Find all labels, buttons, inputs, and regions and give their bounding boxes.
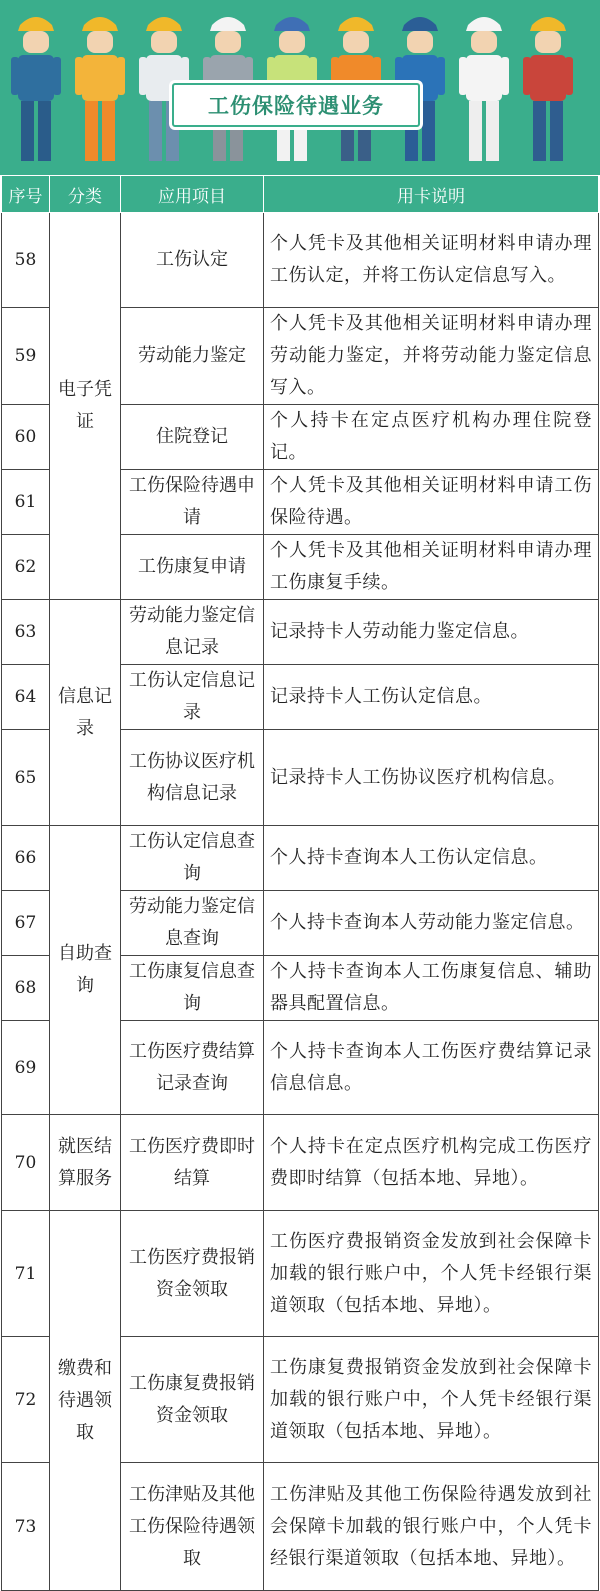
banner-title: 工伤保险待遇业务 (208, 94, 384, 118)
table-row (2, 1115, 599, 1211)
card-usage-description: 个人凭卡及其他相关证明材料申请办理工伤认定，并将工伤认定信息写入。 (264, 213, 599, 308)
application-item: 劳动能力鉴定信息查询 (121, 891, 264, 956)
application-item: 工伤保险待遇申请 (121, 470, 264, 535)
application-item: 工伤协议医疗机构信息记录 (121, 730, 264, 826)
row-number: 58 (2, 213, 50, 308)
row-number: 62 (2, 535, 50, 600)
table-row (2, 1211, 599, 1337)
row-number: 59 (2, 308, 50, 405)
card-usage-description: 个人持卡查询本人劳动能力鉴定信息。 (264, 891, 599, 956)
table-row (2, 826, 599, 891)
category-cell: 电子凭证 (50, 213, 121, 600)
card-usage-description: 个人持卡查询本人工伤认定信息。 (264, 826, 599, 891)
card-usage-description: 个人凭卡及其他相关证明材料申请办理工伤康复手续。 (264, 535, 599, 600)
header-number: 序号 (2, 176, 50, 213)
row-number: 66 (2, 826, 50, 891)
banner (0, 0, 600, 175)
card-usage-description: 记录持卡人劳动能力鉴定信息。 (264, 600, 599, 665)
category-cell: 缴费和待遇领取 (50, 1211, 121, 1591)
card-usage-description: 个人持卡在定点医疗机构办理住院登记。 (264, 405, 599, 470)
application-item: 工伤医疗费结算记录查询 (121, 1021, 264, 1115)
card-usage-description: 个人持卡在定点医疗机构完成工伤医疗费即时结算（包括本地、异地）。 (264, 1115, 599, 1211)
row-number: 63 (2, 600, 50, 665)
application-item: 工伤医疗费即时结算 (121, 1115, 264, 1211)
category-cell: 就医结算服务 (50, 1115, 121, 1211)
table-header-row (2, 176, 599, 213)
row-number: 71 (2, 1211, 50, 1337)
row-number: 64 (2, 665, 50, 730)
header-item: 应用项目 (121, 176, 264, 213)
table-row (2, 600, 599, 665)
worker-figure-icon (458, 15, 510, 165)
category-cell: 自助查询 (50, 826, 121, 1115)
card-usage-description: 个人凭卡及其他相关证明材料申请办理劳动能力鉴定，并将劳动能力鉴定信息写入。 (264, 308, 599, 405)
card-usage-description: 记录持卡人工伤认定信息。 (264, 665, 599, 730)
card-usage-description: 工伤津贴及其他工伤保险待遇发放到社会保障卡加载的银行账户中，个人凭卡经银行渠道领取（包括本地、异地）。 (264, 1463, 599, 1591)
header-category: 分类 (50, 176, 121, 213)
services-table (1, 175, 599, 1591)
worker-figure-icon (10, 15, 62, 165)
table-row (2, 213, 599, 308)
row-number: 61 (2, 470, 50, 535)
application-item: 住院登记 (121, 405, 264, 470)
banner-title-box (172, 83, 420, 127)
card-usage-description: 个人持卡查询本人工伤医疗费结算记录信息信息。 (264, 1021, 599, 1115)
application-item: 工伤津贴及其他工伤保险待遇领取 (121, 1463, 264, 1591)
application-item: 劳动能力鉴定信息记录 (121, 600, 264, 665)
worker-figure-icon (74, 15, 126, 165)
row-number: 67 (2, 891, 50, 956)
row-number: 68 (2, 956, 50, 1021)
card-usage-description: 工伤康复费报销资金发放到社会保障卡加载的银行账户中，个人凭卡经银行渠道领取（包括本地、异地）。 (264, 1337, 599, 1463)
row-number: 65 (2, 730, 50, 826)
application-item: 工伤康复费报销资金领取 (121, 1337, 264, 1463)
category-cell: 信息记录 (50, 600, 121, 826)
row-number: 70 (2, 1115, 50, 1211)
card-usage-description: 记录持卡人工伤协议医疗机构信息。 (264, 730, 599, 826)
application-item: 工伤医疗费报销资金领取 (121, 1211, 264, 1337)
row-number: 73 (2, 1463, 50, 1591)
application-item: 工伤认定信息查询 (121, 826, 264, 891)
application-item: 工伤康复申请 (121, 535, 264, 600)
row-number: 60 (2, 405, 50, 470)
card-usage-description: 工伤医疗费报销资金发放到社会保障卡加载的银行账户中，个人凭卡经银行渠道领取（包括本地、异地）。 (264, 1211, 599, 1337)
application-item: 工伤认定 (121, 213, 264, 308)
application-item: 劳动能力鉴定 (121, 308, 264, 405)
worker-figure-icon (522, 15, 574, 165)
card-usage-description: 个人凭卡及其他相关证明材料申请工伤保险待遇。 (264, 470, 599, 535)
table-body (2, 213, 599, 1591)
card-usage-description: 个人持卡查询本人工伤康复信息、辅助器具配置信息。 (264, 956, 599, 1021)
header-description: 用卡说明 (264, 176, 599, 213)
row-number: 72 (2, 1337, 50, 1463)
application-item: 工伤康复信息查询 (121, 956, 264, 1021)
application-item: 工伤认定信息记录 (121, 665, 264, 730)
row-number: 69 (2, 1021, 50, 1115)
